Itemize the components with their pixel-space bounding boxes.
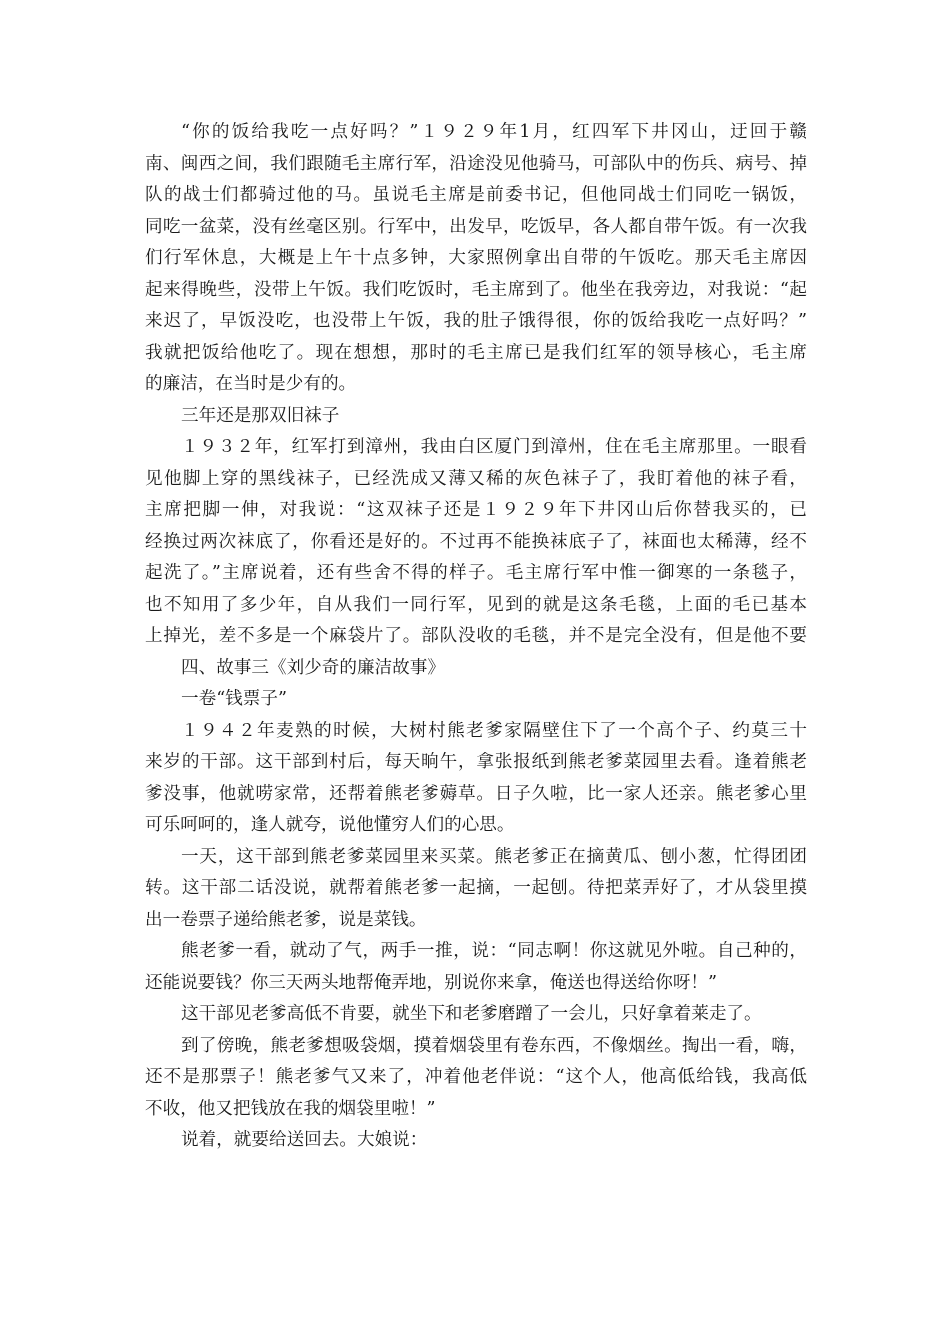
document-page bbox=[145, 117, 807, 1157]
text-line: 到了傍晚，熊老爹想吸袋烟，摸着烟袋里有卷东西，不像烟丝。掏出一看，嗨， bbox=[181, 1035, 807, 1056]
text-line: 爹没事，他就唠家常，还帮着熊老爹薅草。日子久啦，比一家人还亲。熊老爹心里 bbox=[145, 783, 807, 804]
text-line: 还能说要钱？你三天两头地帮俺弄地，别说你来拿，俺送也得送给你呀！” bbox=[145, 972, 717, 993]
text-line: 也不知用了多少年，自从我们一同行军，见到的就是这条毛毯，上面的毛已基本 bbox=[145, 594, 807, 615]
text-line: 熊老爹一看，就动了气，两手一推，说：“同志啊！你这就见外啦。自己种的， bbox=[181, 941, 807, 961]
text-line: 上掉光，差不多是一个麻袋片了。部队没收的毛毯，并不是完全没有，但是他不要 bbox=[145, 626, 807, 646]
text-line: 起来得晚些，没带上午饭。我们吃饭时，毛主席到了。他坐在我旁边，对我说：“起 bbox=[145, 279, 807, 300]
text-line: 不收，他又把钱放在我的烟袋里啦！” bbox=[145, 1098, 436, 1119]
text-line: 这干部见老爹高低不肯要，就坐下和老爹磨蹭了一会儿，只好拿着莱走了。 bbox=[181, 1004, 762, 1024]
text-line: 我就把饭给他吃了。现在想想，那时的毛主席已是我们红军的领导核心，毛主席 bbox=[145, 342, 807, 363]
text-line: 主席把脚一伸，对我说：“这双袜子还是１９２９年下井冈山后你替我买的，已 bbox=[145, 500, 807, 520]
text-line: 三年还是那双旧袜子 bbox=[181, 405, 340, 426]
text-line: 转。这干部二话没说，就帮着熊老爹一起摘，一起刨。待把菜弄好了，才从袋里摸 bbox=[145, 878, 807, 898]
text-line: １９４２年麦熟的时候，大树村熊老爹家隔壁住下了一个高个子、约莫三十 bbox=[181, 720, 807, 741]
text-line: 四、故事三《刘少奇的廉洁故事》 bbox=[181, 657, 445, 678]
text-line: 经换过两次袜底了，你看还是好的。不过再不能换袜底子了，袜面也太稀薄，经不 bbox=[145, 531, 807, 552]
text-line: 的廉洁，在当时是少有的。 bbox=[145, 374, 357, 394]
text-line: 来迟了，早饭没吃，也没带上午饭，我的肚子饿得很，你的饭给我吃一点好吗？” bbox=[145, 311, 807, 331]
text-line: 还不是那票子！熊老爹气又来了，冲着他老伴说：“这个人，他高低给钱，我高低 bbox=[145, 1067, 807, 1087]
text-line: 队的战士们都骑过他的马。虽说毛主席是前委书记，但他同战士们同吃一锅饭， bbox=[145, 185, 807, 205]
text-line: “你的饭给我吃一点好吗？”１９２９年1月，红四军下井冈山，迂回于赣 bbox=[181, 122, 807, 142]
text-line: 说着，就要给送回去。大娘说： bbox=[181, 1130, 428, 1150]
text-line: 们行军休息，大概是上午十点多钟，大家照例拿出自带的午饭吃。那天毛主席因 bbox=[145, 248, 807, 268]
text-line: 起洗了。”主席说着，还有些舍不得的样子。毛主席行军中惟一御寒的一条毯子， bbox=[145, 563, 807, 583]
text-line: 一天，这干部到熊老爹菜园里来买菜。熊老爹正在摘黄瓜、刨小葱，忙得团团 bbox=[181, 846, 807, 867]
text-line: 见他脚上穿的黑线袜子，已经洗成又薄又稀的灰色袜子了，我盯着他的袜子看， bbox=[145, 468, 807, 489]
text-line: 一卷“钱票子” bbox=[181, 689, 287, 709]
text-line: 南、闽西之间，我们跟随毛主席行军，沿途没见他骑马，可部队中的伤兵、病号、掉 bbox=[145, 153, 807, 174]
text-line: 来岁的干部。这干部到村后，每天晌午，拿张报纸到熊老爹菜园里去看。逢着熊老 bbox=[145, 752, 807, 772]
text-line: 可乐呵呵的，逢人就夸，说他懂穷人们的心思。 bbox=[145, 815, 515, 835]
text-line: １９３２年，红军打到漳州，我由白区厦门到漳州，住在毛主席那里。一眼看 bbox=[181, 437, 807, 457]
text-line: 同吃一盆菜，没有丝毫区别。行军中，出发早，吃饭早，各人都自带午饭。有一次我 bbox=[145, 216, 807, 237]
text-line: 出一卷票子递给熊老爹，说是菜钱。 bbox=[145, 909, 427, 930]
